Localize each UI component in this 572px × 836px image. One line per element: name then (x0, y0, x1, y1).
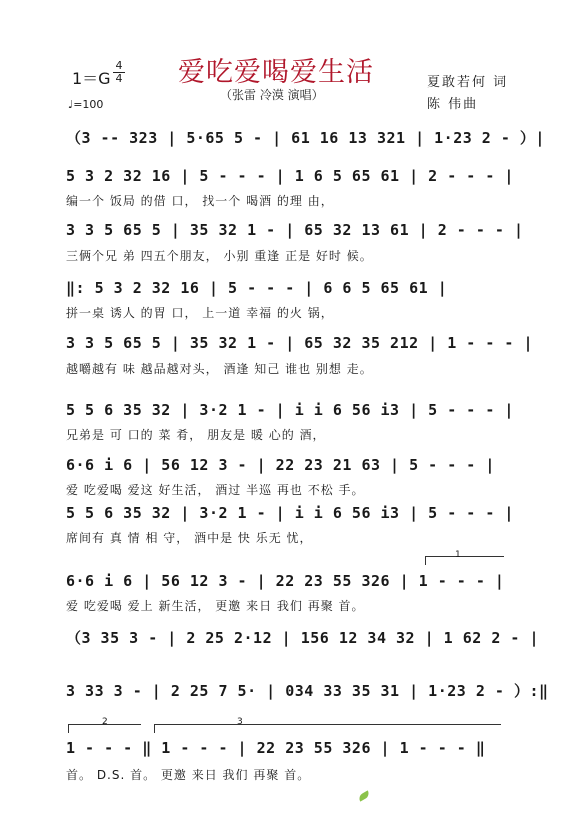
score-line-7-lyrics: 爱 吃爱喝 爱这 好生活， 酒过 半巡 再也 不松 手。 (66, 483, 365, 497)
volta-number-1: 1 (455, 550, 461, 560)
score-line-8-notes: 5 5 6 35 32 | 3·2 1 - | i i 6 56 i3 | 5 - - - | (66, 504, 514, 522)
lyricist: 夏敢若何 词 (427, 75, 509, 90)
composer: 陈 伟曲 (427, 97, 479, 112)
score-line-5-notes: 3 3 5 65 5 | 35 32 1 - | 65 32 35 212 | 1 - - - | (66, 334, 534, 352)
volta-number-3: 3 (237, 717, 243, 727)
score-line-9-lyrics: 爱 吃爱喝 爱上 新生活， 更邀 来日 我们 再聚 首。 (66, 599, 365, 613)
time-signature-top: 4 (115, 59, 123, 72)
score-line-4-lyrics: 拼一桌 诱人 的胃 口， 上一道 幸福 的火 锅， (66, 306, 334, 320)
tempo-marking: ♩=100 (68, 98, 104, 111)
score-line-7-notes: 6·6 i 6 | 56 12 3 - | 22 23 21 63 | 5 - - - | (66, 456, 495, 474)
score-line-6-notes: 5 5 6 35 32 | 3·2 1 - | i i 6 56 i3 | 5 - - - | (66, 401, 514, 419)
key-signature: 1＝G (72, 69, 111, 88)
credits (427, 72, 508, 116)
score-line-6-lyrics: 兄弟是 可 口的 菜 肴， 朋友是 暖 心的 酒， (66, 428, 326, 442)
volta-bracket-3 (154, 724, 501, 733)
volta-number-2: 2 (102, 717, 108, 727)
score-line-1-notes: （3 -- 323 | 5·65 5 - | 61 16 13 321 | 1·23 2 - ）| (66, 129, 545, 147)
score-line-12-lyrics: 首。 D.S. 首。 更邀 来日 我们 再聚 首。 (66, 768, 311, 782)
score-line-2-notes: 5 3 2 32 16 | 5 - - - | 1 6 5 65 61 | 2 - - - | (66, 167, 514, 185)
score-line-2-lyrics: 编一个 饭局 的借 口， 找一个 喝酒 的理 由， (66, 194, 334, 208)
score-line-12-notes: 1 - - - ‖ 1 - - - | 22 23 55 326 | 1 - - - ‖ (66, 739, 486, 757)
score-line-10-notes: （3 35 3 - | 2 25 2·12 | 156 12 34 32 | 1 62 2 - | (66, 629, 539, 647)
time-signature-bottom: 4 (115, 72, 123, 85)
score-line-3-notes: 3 3 5 65 5 | 35 32 1 - | 65 32 13 61 | 2 - - - | (66, 221, 524, 239)
volta-bracket-1 (425, 556, 504, 565)
time-signature (112, 60, 126, 85)
score-line-8-lyrics: 席间有 真 情 相 守， 酒中是 快 乐无 忧， (66, 531, 313, 545)
performers: （张雷 冷漠 演唱） (220, 88, 324, 102)
score-line-5-lyrics: 越嚼越有 味 越品越对头， 酒逢 知己 谁也 别想 走。 (66, 362, 373, 376)
score-line-3-lyrics: 三俩个兄 弟 四五个朋友， 小别 重逢 正是 好时 候。 (66, 249, 373, 263)
leaf-decoration (357, 790, 370, 801)
score-line-4-notes: ‖: 5 3 2 32 16 | 5 - - - | 6 6 5 65 61 | (66, 279, 448, 297)
score-line-11-notes: 3 33 3 - | 2 25 7 5· | 034 33 35 31 | 1·23 2 - ）:‖ (66, 682, 549, 700)
song-title: 爱吃爱喝爱生活 (178, 57, 374, 88)
score-line-9-notes: 6·6 i 6 | 56 12 3 - | 22 23 55 326 | 1 - - - | (66, 572, 505, 590)
